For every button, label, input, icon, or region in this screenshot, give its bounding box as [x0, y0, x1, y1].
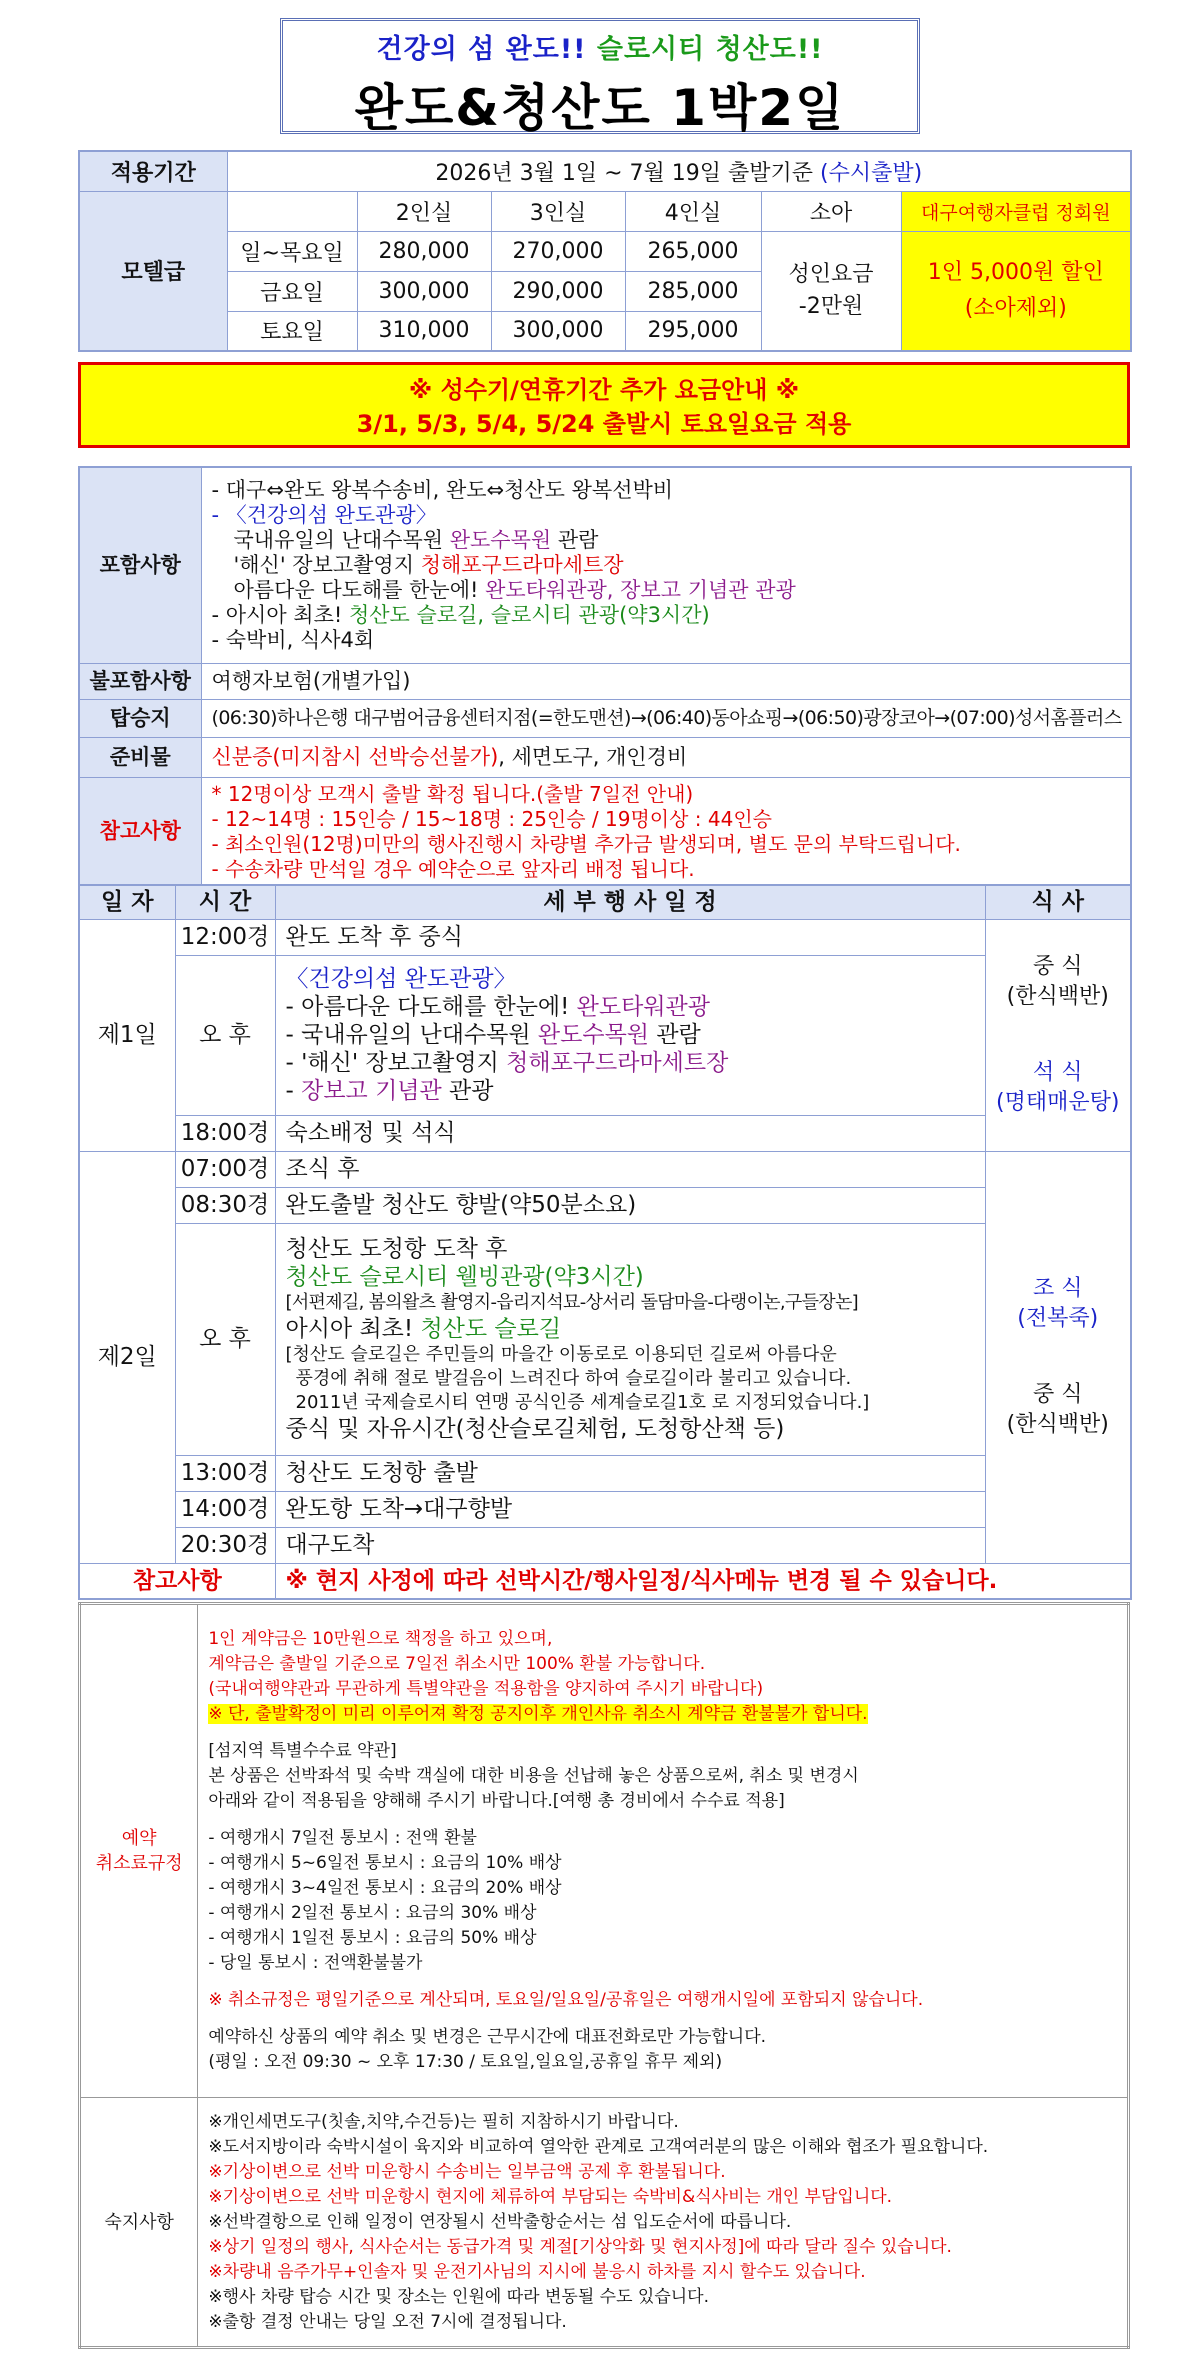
schedule-line: 2011년 국제슬로시티 연맹 공식인증 세계슬로길1호 로 지정되었습니다.] [295, 1392, 870, 1413]
day2-meals [985, 1151, 1131, 1563]
day1-label: 제1일 [79, 919, 175, 1151]
cancel-label: 예약 취소료규정 [80, 1604, 198, 2098]
member-line2: (소아제외) [964, 295, 1067, 321]
time-cell: 08:30경 [175, 1187, 275, 1223]
itin-ref-label: 참고사항 [79, 1563, 275, 1599]
period-label: 적용기간 [79, 151, 227, 191]
schedule-cell: 완도항 도착→대구향발 [275, 1491, 985, 1527]
schedule-cell: 조식 후 [275, 1151, 985, 1187]
itinerary-table [78, 884, 1132, 1600]
ref-item: - 수송차량 만석일 경우 예약순으로 앞자리 배정 됩니다. [211, 856, 695, 881]
policy-line: 본 상품은 선박좌석 및 숙박 객실에 대한 비용을 선납해 놓은 상품으로써, 취소 및 변경시 [208, 1766, 859, 1786]
policy-line: 예약하신 상품의 예약 취소 및 변경은 근무시간에 대표전화로만 가능합니다. [208, 2027, 767, 2047]
fare-cell: 310,000 [357, 311, 491, 351]
fare-member [901, 231, 1131, 351]
note-line: ※상기 일정의 행사, 식사순서는 동급가격 및 계절[기상악화 및 현지사정]에 따라 달라 질수 있습니다. [208, 2236, 952, 2257]
fare-cell: 300,000 [491, 311, 625, 351]
meal-lunch-menu: (한식백반) [1006, 984, 1109, 1009]
note-line: ※출항 결정 안내는 당일 오전 7시에 결정됩니다. [208, 2311, 567, 2332]
fare-cell: 295,000 [625, 311, 761, 351]
page-title: 완도&청산도 1박2일 [354, 79, 846, 137]
meal-dinner: 석 식 [1033, 1060, 1083, 1085]
included-item: - 〈건강의섬 완도관광〉 [211, 502, 437, 527]
schedule-line: - 국내유일의 난대수목원 완도수목원 관람 [285, 1022, 701, 1048]
itin-header-time: 시 간 [175, 885, 275, 919]
policy-table [78, 1602, 1130, 2349]
schedule-cell: 완도 도착 후 중식 [275, 919, 985, 955]
prep-label: 준비물 [79, 737, 201, 777]
fee-line: - 여행개시 7일전 통보시 : 전액 환불 [208, 1828, 477, 1848]
schedule-cell [275, 1223, 985, 1455]
schedule-cell: 대구도착 [275, 1527, 985, 1563]
included-label: 포함사항 [79, 467, 201, 663]
fare-header-blank [227, 191, 357, 231]
included-item: - 대구⇔완도 왕복수송비, 완도⇔청산도 왕복선박비 [211, 477, 674, 502]
schedule-line: [청산도 슬로길은 주민들의 마을간 이동로로 이용되던 길로써 아름다운 [285, 1344, 837, 1365]
prep-value [201, 737, 1131, 777]
time-cell: 07:00경 [175, 1151, 275, 1187]
meal-lunch: 중 식 [1033, 954, 1083, 979]
prep-rest: , 세면도구, 개인경비 [498, 744, 688, 769]
included-item: '해신' 장보고촬영지 청해포구드라마세트장 [233, 552, 624, 577]
child-line2: -2만원 [798, 293, 864, 319]
note-line: ※기상이변으로 선박 미운항시 현지에 체류하여 부담되는 숙박비&식사비는 개인 부담입니다. [208, 2186, 893, 2207]
meal-lunch: 중 식 [1033, 1382, 1083, 1407]
meal-breakfast-menu: (전복죽) [1017, 1306, 1099, 1331]
note-line: ※선박결항으로 인해 일정이 연장될시 선박출항순서는 섬 입도순서에 따릅니다. [208, 2211, 792, 2232]
time-cell: 13:00경 [175, 1455, 275, 1491]
note-line: ※기상이변으로 선박 미운항시 수송비는 일부금액 공제 후 환불됩니다. [208, 2161, 726, 2182]
fee-line: - 여행개시 3~4일전 통보시 : 요금의 20% 배상 [208, 1878, 562, 1898]
notice-line1: ※ 성수기/연휴기간 추가 요금안내 ※ [408, 376, 800, 404]
time-cell: 오 후 [175, 1223, 275, 1455]
title-subtitle [283, 27, 917, 66]
child-line1: 성인요금 [788, 261, 874, 287]
schedule-line: - 아름다운 다도해를 한눈에! 완도타워관광 [285, 994, 710, 1020]
time-cell: 18:00경 [175, 1115, 275, 1151]
itin-ref-text: ※ 현지 사정에 따라 선박시간/행사일정/식사메뉴 변경 될 수 있습니다. [275, 1563, 1131, 1599]
included-item: 국내유일의 난대수목원 완도수목원 관람 [233, 527, 599, 552]
note-line: ※도서지방이라 숙박시설이 육지와 비교하여 열악한 관계로 고객여러분의 많은 이해와 협조가 필요합니다. [208, 2136, 989, 2157]
ref-item: - 12~14명 : 15인승 / 15~18명 : 25인승 / 19명이상 : 44인승 [211, 806, 772, 831]
itin-header-meal: 식 사 [985, 885, 1131, 919]
time-cell: 12:00경 [175, 919, 275, 955]
schedule-cell: 숙소배정 및 석식 [275, 1115, 985, 1151]
schedule-line: 청산도 슬로시티 웰빙관광(약3시간) [285, 1264, 644, 1290]
notes-label: 숙지사항 [80, 2098, 198, 2348]
fare-day: 일~목요일 [227, 231, 357, 271]
fare-header-member: 대구여행자클럽 정회원 [901, 191, 1131, 231]
prep-required: 신분증(미지참시 선박승선불가) [211, 744, 499, 769]
itin-header-day: 일 자 [79, 885, 175, 919]
boarding-label: 탑승지 [79, 699, 201, 737]
day1-meals [985, 919, 1131, 1151]
schedule-line: 청산도 도청항 도착 후 [285, 1236, 508, 1262]
fare-header-4p: 4인실 [625, 191, 761, 231]
schedule-line: 〈건강의섬 완도관광〉 [285, 966, 517, 992]
fare-cell: 270,000 [491, 231, 625, 271]
notes-list [198, 2098, 1129, 2348]
schedule-line: 아시아 최초! 청산도 슬로길 [285, 1316, 562, 1342]
fare-cell: 280,000 [357, 231, 491, 271]
title-box [280, 18, 920, 137]
fare-header-child: 소아 [761, 191, 901, 231]
meal-dinner-menu: (명태매운탕) [996, 1090, 1120, 1115]
meal-lunch-menu: (한식백반) [1006, 1412, 1109, 1437]
schedule-cell: 청산도 도청항 출발 [275, 1455, 985, 1491]
info-table [78, 466, 1132, 888]
boarding-value: (06:30)하나은행 대구범어금융센터지점(=한도맨션)→(06:40)동아쇼핑→(06:50)광장코아→(07:00)성서홈플러스 [201, 699, 1131, 737]
ref-list [201, 777, 1131, 887]
subtitle-part2: 슬로시티 청산도!! [596, 34, 824, 65]
included-item: 아름다운 다도해를 한눈에! 완도타워관광, 장보고 기념관 관광 [233, 577, 796, 602]
policy-line: 계약금은 출발일 기준으로 7일전 취소시만 100% 환불 가능합니다. [208, 1654, 706, 1674]
time-cell: 20:30경 [175, 1527, 275, 1563]
schedule-line: 풍경에 취해 절로 발걸음이 느려진다 하여 슬로길이라 불리고 있습니다. [295, 1368, 852, 1389]
notice-line2: 3/1, 5/3, 5/4, 5/24 출발시 토요일요금 적용 [356, 410, 852, 438]
policy-line: (평일 : 오전 09:30 ~ 오후 17:30 / 토요일,일요일,공휴일 휴무 제외) [208, 2052, 723, 2072]
fare-header-3p: 3인실 [491, 191, 625, 231]
member-line1: 1인 5,000원 할인 [927, 259, 1104, 285]
policy-line: [섬지역 특별수수료 약관] [208, 1741, 397, 1761]
note-line: ※행사 차량 탑승 시간 및 장소는 인원에 따라 변동될 수도 있습니다. [208, 2286, 709, 2307]
period-value [227, 151, 1131, 191]
included-list [201, 467, 1131, 663]
time-cell: 오 후 [175, 955, 275, 1115]
fare-row-label: 모텔급 [79, 191, 227, 351]
policy-line: 아래와 같이 적용됨을 양해해 주시기 바랍니다.[여행 총 경비에서 수수료 적용] [208, 1791, 785, 1811]
policy-warning: ※ 취소규정은 평일기준으로 계산되며, 토요일/일요일/공휴일은 여행개시일에 포함되지 않습니다. [208, 1990, 924, 2010]
schedule-line: - 장보고 기념관 관광 [285, 1078, 494, 1104]
fee-line: - 여행개시 1일전 통보시 : 요금의 50% 배상 [208, 1928, 537, 1948]
itin-header-detail: 세 부 행 사 일 정 [275, 885, 985, 919]
meal-breakfast: 조 식 [1033, 1276, 1083, 1301]
policy-line: ※ 단, 출발확정이 미리 이루어져 확정 공지이후 개인사유 취소시 계약금 환불불가 합니다. [208, 1704, 868, 1724]
fare-table [78, 150, 1132, 352]
fee-line: - 당일 통보시 : 전액환불불가 [208, 1953, 423, 1973]
schedule-cell: 완도출발 청산도 향발(약50분소요) [275, 1187, 985, 1223]
schedule-cell [275, 955, 985, 1115]
policy-line: (국내여행약관과 무관하게 특별약관을 적용함을 양지하여 주시기 바랍니다) [208, 1679, 764, 1699]
ref-item: - 최소인원(12명)미만의 행사진행시 차량별 추가금 발생되며, 별도 문의 부탁드립니다. [211, 831, 961, 856]
fare-child [761, 231, 901, 351]
fare-cell: 285,000 [625, 271, 761, 311]
excluded-label: 불포함사항 [79, 663, 201, 699]
period-text: 2026년 3월 1일 ~ 7월 19일 출발기준 [435, 160, 814, 186]
note-line: ※개인세면도구(칫솔,치약,수건등)는 필히 지참하시기 바랍니다. [208, 2111, 679, 2132]
subtitle-part1: 건강의 섬 완도!! [376, 34, 587, 65]
peak-season-notice [78, 362, 1130, 448]
fare-header-2p: 2인실 [357, 191, 491, 231]
fee-line: - 여행개시 2일전 통보시 : 요금의 30% 배상 [208, 1903, 537, 1923]
fare-day: 금요일 [227, 271, 357, 311]
schedule-line: - '해신' 장보고촬영지 청해포구드라마세트장 [285, 1050, 729, 1076]
ref-item: * 12명이상 모객시 출발 확정 됩니다.(출발 7일전 안내) [211, 781, 694, 806]
schedule-line: [서편제길, 봄의왈츠 촬영지-읍리지석묘-상서리 돌담마을-다랭이논,구들장논] [285, 1292, 858, 1313]
fee-line: - 여행개시 5~6일전 통보시 : 요금의 10% 배상 [208, 1853, 562, 1873]
fare-cell: 290,000 [491, 271, 625, 311]
time-cell: 14:00경 [175, 1491, 275, 1527]
note-line: ※차량내 음주가무+인솔자 및 운전기사님의 지시에 불응시 하차를 지시 할수도 있습니다. [208, 2261, 866, 2282]
excluded-value: 여행자보험(개별가입) [201, 663, 1131, 699]
fare-cell: 300,000 [357, 271, 491, 311]
fare-day: 토요일 [227, 311, 357, 351]
fare-cell: 265,000 [625, 231, 761, 271]
schedule-line: 중식 및 자유시간(청산슬로길체험, 도청항산책 등) [285, 1416, 785, 1442]
included-item: - 아시아 최초! 청산도 슬로길, 슬로시티 관광(약3시간) [211, 602, 710, 627]
ref-label: 참고사항 [79, 777, 201, 887]
cancel-policy [198, 1604, 1129, 2098]
period-note: (수시출발) [820, 160, 923, 186]
included-item: - 숙박비, 식사4회 [211, 627, 375, 652]
day2-label: 제2일 [79, 1151, 175, 1563]
policy-line: 1인 계약금은 10만원으로 책정을 하고 있으며, [208, 1629, 553, 1649]
